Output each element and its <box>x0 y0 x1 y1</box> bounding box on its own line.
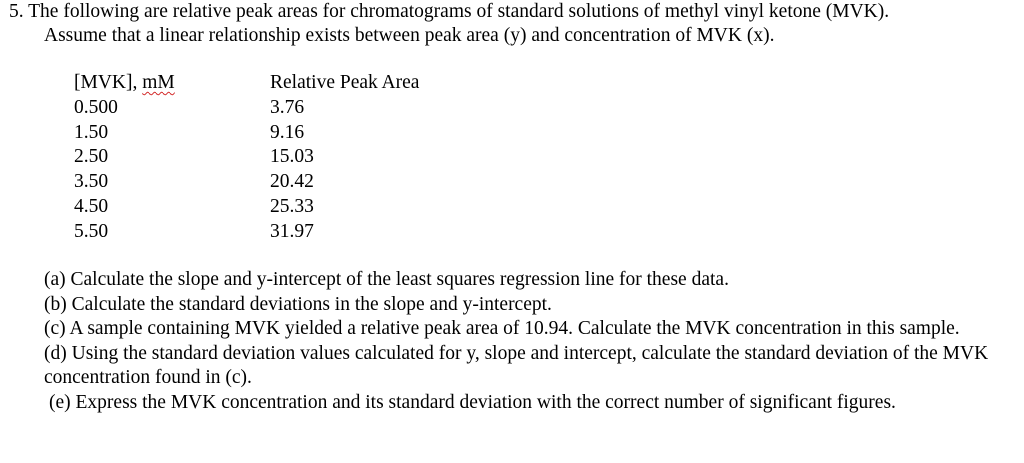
table-row <box>74 96 490 121</box>
table-header <box>74 71 490 96</box>
part-b: (b) Calculate the standard deviations in the slope and y-intercept. <box>44 293 552 315</box>
table-row <box>74 145 490 170</box>
header-relative-peak-area: Relative Peak Area <box>270 72 420 93</box>
table-row <box>74 121 490 146</box>
cell-area: 31.97 <box>270 220 314 242</box>
table-row <box>74 170 490 195</box>
header-mvk-unit: mM <box>142 72 175 93</box>
cell-area: 20.42 <box>270 171 314 193</box>
cell-mvk: 0.500 <box>74 96 118 118</box>
cell-mvk: 4.50 <box>74 195 109 217</box>
cell-area: 25.33 <box>270 195 314 217</box>
part-d: (d) Using the standard deviation values calculated for y, slope and intercept, calculate the standard deviation of the MVK concentration found in (c). <box>44 342 989 389</box>
question-line-1: 5. The following are relative peak areas for chromatograms of standard solutions of methyl vinyl ketone (MVK). <box>9 1 890 22</box>
cell-area: 9.16 <box>270 121 305 143</box>
cell-mvk: 2.50 <box>74 146 109 168</box>
part-a: (a) Calculate the slope and y-intercept of the least squares regression line for these data. <box>44 269 729 290</box>
header-mvk-concentration <box>74 71 270 96</box>
part-c: (c) A sample containing MVK yielded a relative peak area of 10.94. Calculate the MVK concentration in this sample. <box>44 318 960 340</box>
cell-mvk: 5.50 <box>74 220 109 242</box>
table-row <box>74 220 490 245</box>
cell-area: 3.76 <box>270 96 305 118</box>
cell-area: 15.03 <box>270 146 314 168</box>
header-mvk-prefix: [MVK], <box>74 72 143 93</box>
table-row <box>74 195 490 220</box>
question-parts <box>44 268 1019 416</box>
question-line-2: Assume that a linear relationship exists between peak area (y) and concentration of MVK (x). <box>44 25 775 46</box>
cell-mvk: 1.50 <box>74 121 109 143</box>
cell-mvk: 3.50 <box>74 171 109 193</box>
data-table <box>74 71 490 245</box>
part-e: (e) Express the MVK concentration and its standard deviation with the correct number of significant figures. <box>49 391 896 413</box>
